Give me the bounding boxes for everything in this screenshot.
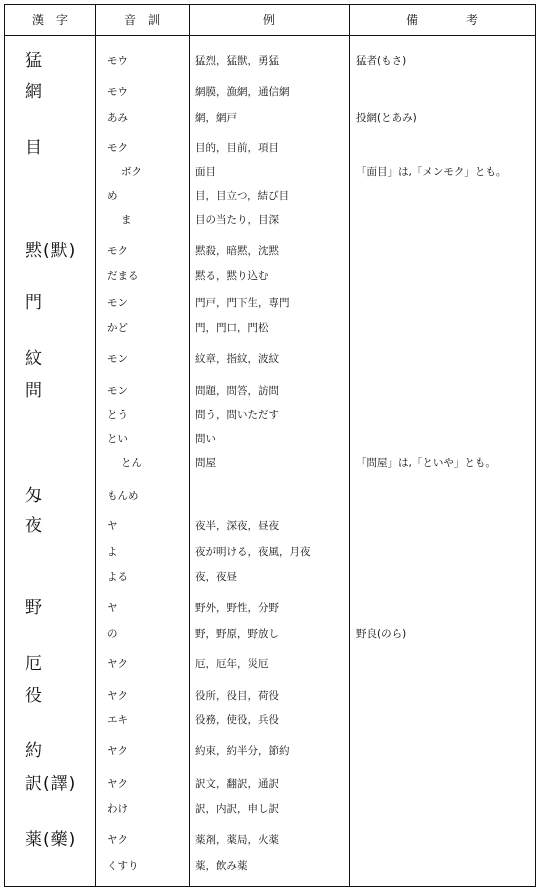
header-rei [189, 5, 349, 35]
example-cell: 猛烈，猛獣，勇猛 [195, 55, 279, 67]
reading-cell: モク [107, 245, 128, 257]
reading-cell: とい [107, 433, 128, 445]
example-cell: 訳，内訳，申し訳 [195, 803, 279, 815]
kanji-cell: 門 [25, 293, 43, 313]
note-cell: 「問屋」は,「といや」とも。 [356, 457, 496, 469]
kanji-cell: 訳(譯) [25, 774, 77, 794]
header-kanji-label: 漢 字 [31, 13, 68, 27]
reading-cell: かど [107, 322, 128, 334]
note-cell: 野良(のら) [356, 628, 407, 640]
example-cell: 黙殺，暗黙，沈黙 [195, 245, 279, 257]
example-cell: 夜，夜昼 [195, 571, 237, 583]
reading-cell: の [107, 628, 118, 640]
reading-cell: とん [121, 457, 142, 469]
reading-cell: モウ [107, 55, 128, 67]
example-cell: 夜半，深夜，昼夜 [195, 520, 279, 532]
example-cell: 訳文，翻訳，通訳 [195, 778, 279, 790]
kanji-cell: 約 [25, 741, 43, 761]
example-cell: 問う，問いただす [195, 409, 279, 421]
kanji-cell: 問 [25, 381, 43, 401]
example-cell: 面目 [195, 166, 216, 178]
reading-cell: モン [107, 297, 128, 309]
reading-cell: ヤ [107, 602, 118, 614]
example-cell: 野，野原，野放し [195, 628, 279, 640]
header-biko [349, 5, 535, 35]
example-cell: 野外，野性，分野 [195, 602, 279, 614]
reading-cell: よ [107, 546, 118, 558]
example-cell: 薬，飲み薬 [195, 860, 248, 872]
example-cell: 紋章，指紋，波紋 [195, 353, 279, 365]
header-biko-label: 備 考 [405, 13, 478, 27]
kanji-cell: 網 [25, 82, 43, 102]
reading-cell: モク [107, 142, 128, 154]
reading-cell: だまる [107, 270, 139, 282]
example-cell: 問屋 [195, 457, 216, 469]
reading-cell: もんめ [107, 490, 139, 502]
example-cell: 黙る，黙り込む [195, 270, 269, 282]
kanji-cell: 役 [25, 686, 43, 706]
example-cell: 役所，役目，荷役 [195, 690, 279, 702]
reading-cell: ヤク [107, 778, 128, 790]
header-onkun-label: 音 訓 [123, 13, 160, 27]
example-cell: 役務，使役，兵役 [195, 714, 279, 726]
header-onkun [95, 5, 189, 35]
example-cell: 目の当たり，目深 [195, 214, 279, 226]
example-cell: 網膜，漁網，通信網 [195, 86, 290, 98]
reading-cell: め [107, 190, 118, 202]
kanji-cell: 厄 [25, 654, 43, 674]
header-divider [5, 35, 535, 36]
example-cell: 門，門口，門松 [195, 322, 269, 334]
reading-cell: わけ [107, 803, 128, 815]
reading-cell: よる [107, 571, 128, 583]
kanji-cell: 紋 [25, 349, 43, 369]
note-cell: 投網(とあみ) [356, 112, 417, 124]
reading-cell: ヤク [107, 658, 128, 670]
reading-cell: ヤク [107, 834, 128, 846]
kanji-reading-table [4, 4, 536, 887]
example-cell: 網，網戸 [195, 112, 237, 124]
kanji-cell: 黙(默) [25, 241, 77, 261]
reading-cell: あみ [107, 112, 128, 124]
reading-cell: モン [107, 353, 128, 365]
kanji-cell: 猛 [25, 51, 43, 71]
example-cell: 薬剤，薬局，火薬 [195, 834, 279, 846]
reading-cell: とう [107, 409, 128, 421]
example-cell: 目的，目前，項目 [195, 142, 279, 154]
note-cell: 猛者(もさ) [356, 55, 407, 67]
reading-cell: ま [121, 214, 132, 226]
kanji-cell: 野 [25, 598, 43, 618]
note-cell: 「面目」は,「メンモク」とも。 [356, 166, 507, 178]
kanji-cell: 夜 [25, 516, 43, 536]
example-cell: 厄，厄年，災厄 [195, 658, 269, 670]
kanji-cell: 目 [25, 138, 43, 158]
example-cell: 問い [195, 433, 216, 445]
column-divider [95, 5, 96, 886]
reading-cell: モウ [107, 86, 128, 98]
reading-cell: ボク [121, 166, 142, 178]
reading-cell: ヤ [107, 520, 118, 532]
reading-cell: モン [107, 385, 128, 397]
example-cell: 約束，約半分，節約 [195, 745, 290, 757]
example-cell: 目，目立つ，結び目 [195, 190, 290, 202]
kanji-cell: 匁 [25, 486, 43, 506]
header-kanji [5, 5, 95, 35]
example-cell: 夜が明ける，夜風，月夜 [195, 546, 311, 558]
header-rei-label: 例 [262, 13, 275, 27]
example-cell: 問題，問答，訪問 [195, 385, 279, 397]
column-divider [189, 5, 190, 886]
reading-cell: エキ [107, 714, 128, 726]
reading-cell: くすり [107, 860, 139, 872]
reading-cell: ヤク [107, 690, 128, 702]
example-cell: 門戸，門下生，専門 [195, 297, 290, 309]
kanji-cell: 薬(藥) [25, 830, 77, 850]
column-divider [349, 5, 350, 886]
reading-cell: ヤク [107, 745, 128, 757]
